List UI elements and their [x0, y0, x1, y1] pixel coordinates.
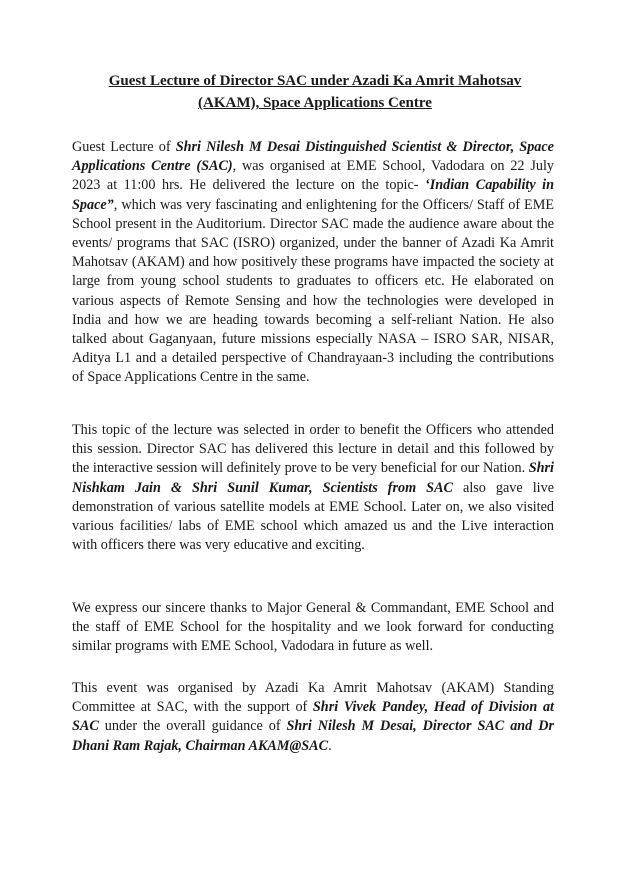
paragraph-organisers	[72, 679, 554, 756]
p1-lecture-topic: ‘Indian Capability in Space”	[72, 177, 555, 213]
p1-text-2: , was organised at EME School, Vadodara on 22 July 2023 at 11:00 hrs. He delivered the lecture on the topic-	[72, 158, 554, 194]
title-line-2: (AKAM), Space Applications Centre	[198, 95, 432, 111]
p4-text-3: .	[328, 737, 332, 754]
p4-text-2: under the overall guidance of	[98, 718, 287, 735]
paragraph-session-benefits	[72, 421, 554, 555]
document-title	[60, 70, 570, 114]
p2-text-1: This topic of the lecture was selected in order to benefit the Officers who attended this session. Director SAC has delivered this lecture in detail and this followed by the interactive session will definitely prove to be very beneficial for our Nation.	[72, 422, 554, 477]
paragraph-lecture-summary	[72, 138, 554, 388]
p3-text-1: We express our sincere thanks to Major General & Commandant, EME School and the staff of EME School for the hospitality and we look forward for conducting similar programs with EME School, Vadodara in future as well.	[72, 600, 554, 655]
p1-speaker-name: Shri Nilesh M Desai Distinguished Scientist & Director, Space Applications Centre (SAC)	[72, 139, 554, 175]
p2-text-2: also gave live demonstration of various satellite models at EME School. Later on, we also visited various facilities/ labs of EME school which amazed us and the Live interaction with officers there was very educative and exciting.	[72, 479, 554, 554]
p1-text-1: Guest Lecture of	[72, 139, 176, 155]
paragraph-thanks	[72, 599, 554, 657]
p1-text-3: , which was very fascinating and enlightening for the Officers/ Staff of EME School present in the Auditorium. Director SAC made the audience aware about the events/ programs that SAC (ISRO) organized, under the banner of Azadi Ka Amrit Mahotsav (AKAM) and how positively these programs have impacted the society at large from young school students to graduates to officers etc. He elaborated on various aspects of Remote Sensing and how the technologies were developed in India and how we are heading towards becoming a self-reliant Nation. He also talked about Gaganyaan, future missions especially NASA – ISRO SAR, NISAR, Aditya L1 and a detailed perspective of Chandrayaan-3 including the contributions of Space Applications Centre in the same.	[72, 196, 554, 386]
p4-text-1: This event was organised by Azadi Ka Amrit Mahotsav (AKAM) Standing Committee at SAC, with the support of	[72, 680, 554, 716]
p2-scientists-names: Shri Nishkam Jain & Shri Sunil Kumar, Scientists from SAC	[72, 460, 554, 496]
p4-guidance-names: Shri Nilesh M Desai, Director SAC and Dr Dhani Ram Rajak, Chairman AKAM@SAC	[72, 718, 554, 754]
p4-support-name: Shri Vivek Pandey, Head of Division at SAC	[72, 699, 554, 735]
title-line-1: Guest Lecture of Director SAC under Azadi Ka Amrit Mahotsav	[108, 73, 522, 89]
